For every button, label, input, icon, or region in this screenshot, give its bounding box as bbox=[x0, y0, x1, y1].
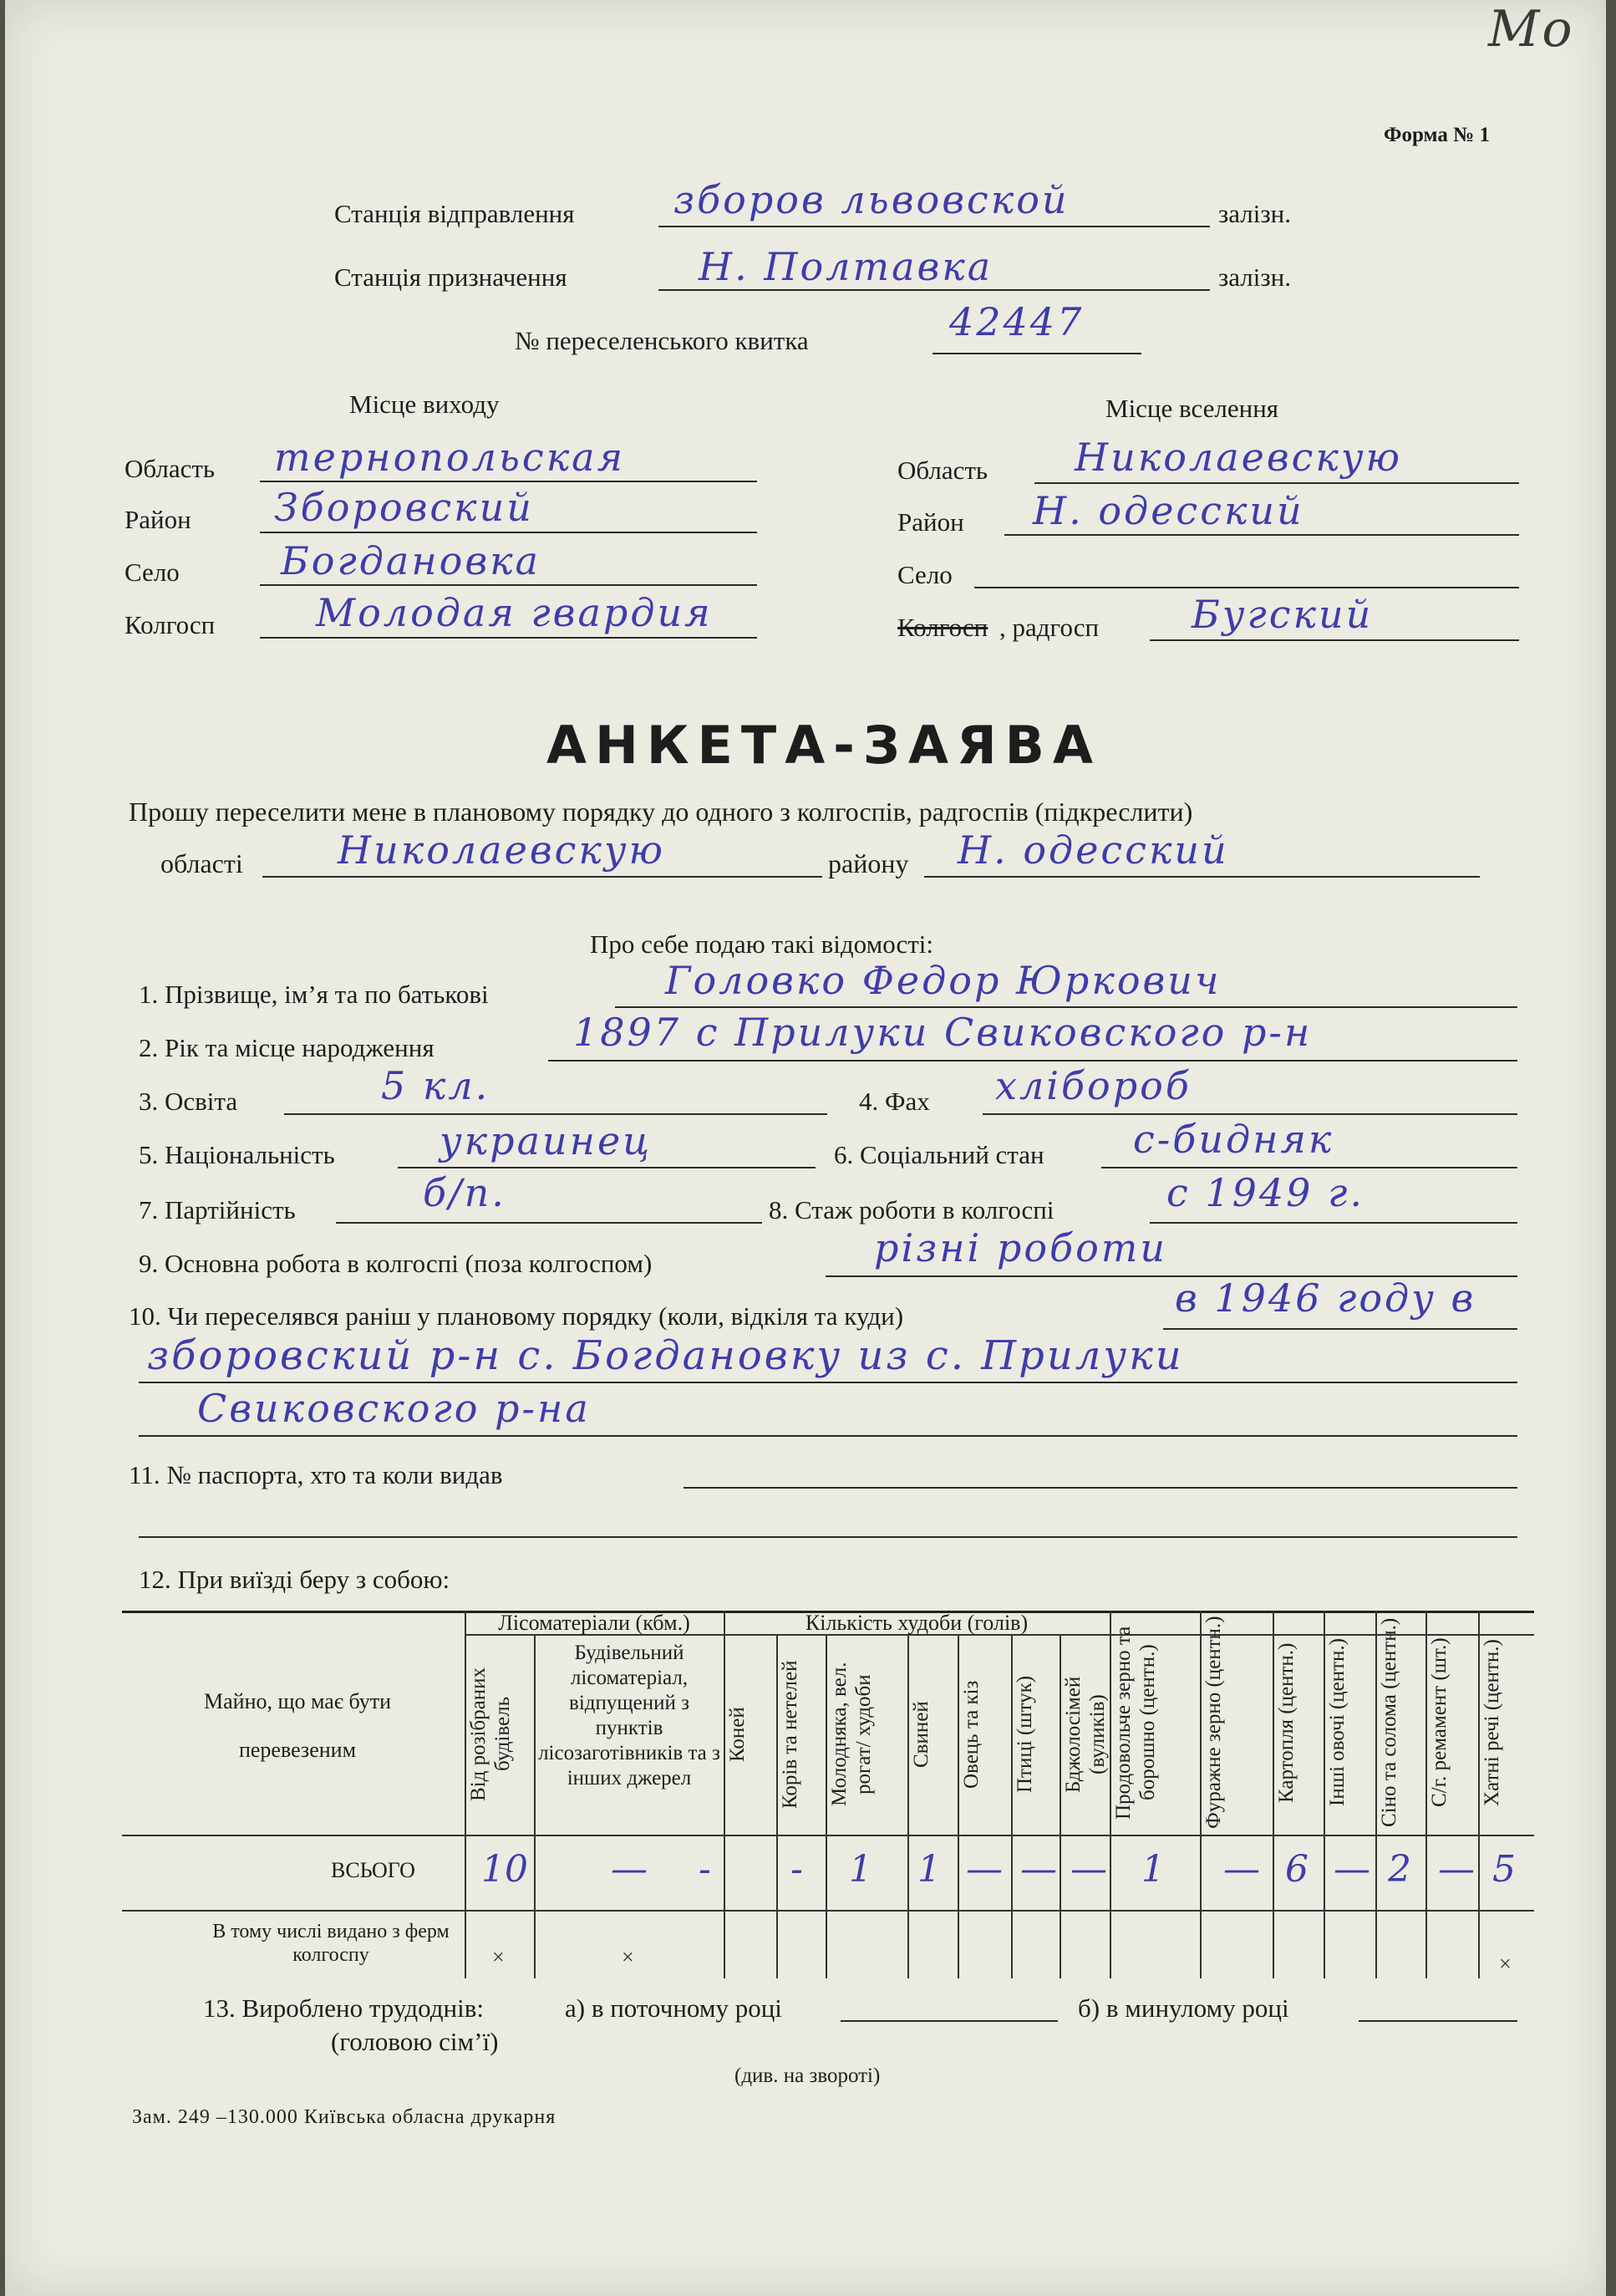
origin-kolhosp-value: Молодая гвардия bbox=[316, 590, 713, 635]
item7-value: б/п. bbox=[423, 1170, 506, 1215]
col-poultry: Птиці (штук) bbox=[1014, 1675, 1036, 1794]
total-dismantled: 10 bbox=[481, 1848, 528, 1891]
origin-selo-line bbox=[260, 584, 757, 586]
item10-line-2 bbox=[139, 1382, 1517, 1383]
item2-value: 1897 с Прилуки Свиковского р-н bbox=[573, 1010, 1313, 1055]
col-property-header: Майно, що має бути перевезеним bbox=[204, 1689, 391, 1762]
request-raion-label: району bbox=[828, 848, 909, 878]
dest-oblast-label: Область bbox=[897, 456, 988, 485]
item9-label: 9. Основна робота в колгоспі (поза колгоспом) bbox=[139, 1249, 653, 1278]
workdays-label: 13. Вироблено трудоднів: bbox=[203, 1993, 485, 2023]
origin-raion-line bbox=[260, 532, 757, 533]
request-oblast-value: Николаевскую bbox=[338, 827, 666, 873]
item8-value: с 1949 г. bbox=[1166, 1170, 1364, 1215]
info-heading: Про себе подаю такі відомості: bbox=[590, 929, 934, 959]
item10-line-3 bbox=[139, 1435, 1517, 1437]
total-building-lumber: — bbox=[611, 1848, 648, 1891]
livestock-group-header: Кількість худоби (голів) bbox=[805, 1611, 1029, 1635]
request-raion-value: Н. одесский bbox=[958, 827, 1229, 873]
col-hay-straw: Сіно та солома (центн.) bbox=[1378, 1617, 1400, 1828]
form-number: Форма № 1 bbox=[1384, 124, 1490, 146]
item5-label: 5. Національність bbox=[139, 1140, 335, 1169]
total-farm-tools: — bbox=[1438, 1848, 1475, 1891]
origin-kolhosp-label: Колгосп bbox=[125, 610, 216, 639]
dest-oblast-line bbox=[1034, 482, 1519, 484]
total-poultry: — bbox=[1020, 1848, 1057, 1891]
request-oblast-label: області bbox=[160, 848, 243, 878]
workdays-current-label: а) в поточному році bbox=[565, 1993, 782, 2023]
dest-selo-label: Село bbox=[897, 560, 953, 589]
departure-railway-suffix: залізн. bbox=[1218, 199, 1291, 228]
printer-imprint: Зам. 249 –130.000 Київська обласна друкарня bbox=[132, 2106, 556, 2128]
origin-oblast-label: Область bbox=[125, 454, 216, 483]
item4-line bbox=[983, 1113, 1517, 1115]
col-pigs: Свиней bbox=[910, 1701, 933, 1768]
dest-radhosp-value: Бугский bbox=[1192, 592, 1374, 637]
item1-label: 1. Прізвище, ім’я та по батькові bbox=[139, 980, 489, 1009]
item1-line bbox=[615, 1006, 1517, 1008]
item1-value: Головко Федор Юркович bbox=[665, 958, 1222, 1003]
property-table bbox=[122, 1611, 1534, 1999]
origin-heading: Місце виходу bbox=[349, 389, 500, 419]
ticket-number: 42447 bbox=[949, 299, 1085, 344]
item7-label: 7. Партійність bbox=[139, 1195, 296, 1224]
col-dismantled: Від розібраних будівель bbox=[467, 1667, 514, 1801]
item8-label: 8. Стаж роботи в колгоспі bbox=[769, 1195, 1054, 1224]
destination-station-value: Н. Полтавка bbox=[699, 244, 993, 289]
see-reverse-note: (див. на звороті) bbox=[734, 2064, 881, 2087]
item6-label: 6. Соціальний стан bbox=[834, 1140, 1044, 1169]
total-forage-grain: — bbox=[1223, 1848, 1260, 1891]
row-farm-label: В тому числі видано з ферм колгоспу bbox=[212, 1921, 450, 1966]
col-cows: Корів та нетелей bbox=[779, 1660, 801, 1809]
total-hay-straw: 2 bbox=[1388, 1848, 1411, 1891]
workdays-current-line bbox=[841, 2020, 1058, 2022]
farm-mark-lumber: × bbox=[622, 1945, 634, 1969]
item3-value: 5 кл. bbox=[381, 1063, 490, 1108]
item10-value-3: Свиковского р-на bbox=[197, 1386, 591, 1431]
col-potatoes: Картопля (центн.) bbox=[1275, 1642, 1298, 1803]
workdays-previous-label: б) в минулому році bbox=[1078, 1993, 1289, 2023]
total-potatoes: 6 bbox=[1285, 1848, 1309, 1891]
item3-label: 3. Освіта bbox=[139, 1087, 238, 1116]
corner-note: Мо bbox=[1488, 0, 1575, 59]
item12-label: 12. При виїзді беру з собою: bbox=[139, 1565, 450, 1594]
dest-raion-label: Район bbox=[897, 507, 964, 537]
dest-raion-line bbox=[1004, 534, 1519, 536]
item9-value: різні роботи bbox=[874, 1225, 1168, 1270]
col-young-cattle: Молодняка, вел. рогат/ худоби bbox=[828, 1662, 875, 1807]
table-hline bbox=[122, 1835, 1534, 1836]
workdays-sub: (головою сім’ї) bbox=[331, 2027, 499, 2056]
item11-line-1 bbox=[683, 1487, 1517, 1489]
item5-line bbox=[398, 1167, 816, 1168]
dest-kolhosp-struck: Колгосп bbox=[897, 613, 988, 642]
col-building-lumber: Будівельний лісоматеріал, відпущений з пунктів лісозаготівників та з інших джерел bbox=[538, 1642, 720, 1789]
table-hline bbox=[122, 1910, 1534, 1912]
total-food-grain: 1 bbox=[1141, 1848, 1165, 1891]
workdays-previous-line bbox=[1359, 2020, 1517, 2022]
origin-oblast-line bbox=[260, 481, 757, 482]
col-household-goods: Хатні речі (центн.) bbox=[1481, 1639, 1503, 1806]
item4-label: 4. Фах bbox=[859, 1087, 930, 1116]
item10-line-1 bbox=[1163, 1328, 1517, 1330]
destination-station-label: Станція призначення bbox=[334, 262, 567, 292]
form-title: АНКЕТА-ЗАЯВА bbox=[546, 715, 1101, 776]
ticket-label: № переселенського квитка bbox=[515, 326, 809, 355]
farm-mark-household: × bbox=[1499, 1952, 1512, 1976]
col-forage-grain: Фуражне зерно (центн.) bbox=[1202, 1616, 1225, 1830]
item6-line bbox=[1101, 1167, 1517, 1168]
item2-line bbox=[548, 1060, 1517, 1061]
request-oblast-line bbox=[262, 876, 822, 878]
dest-radhosp-line bbox=[1150, 639, 1519, 641]
form-sheet bbox=[5, 0, 1606, 2296]
col-horses: Коней bbox=[726, 1707, 749, 1762]
destination-railway-suffix: залізн. bbox=[1218, 262, 1291, 292]
col-beehives: Бджолосімей (вуликів) bbox=[1062, 1676, 1109, 1793]
item10-value-2: зборовский р-н с. Богдановку из с. Прилуки bbox=[147, 1332, 1184, 1379]
item3-line bbox=[284, 1113, 827, 1115]
item2-label: 2. Рік та місце народження bbox=[139, 1033, 434, 1062]
total-young-cattle: 1 bbox=[849, 1848, 872, 1891]
item10-label: 10. Чи переселявся раніш у плановому порядку (коли, відкіля та куди) bbox=[129, 1301, 904, 1331]
departure-station-label: Станція відправлення bbox=[334, 199, 575, 228]
item11-line-2 bbox=[139, 1536, 1517, 1538]
item11-label: 11. № паспорта, хто та коли видав bbox=[129, 1460, 503, 1489]
row-total-label: ВСЬОГО bbox=[331, 1858, 415, 1882]
total-sheep-goats: — bbox=[966, 1848, 1003, 1891]
item5-value: украинец bbox=[440, 1118, 653, 1163]
col-food-grain: Продовольче зерно та борошно (центн.) bbox=[1112, 1626, 1159, 1820]
dest-selo-line bbox=[974, 587, 1519, 588]
total-pigs: 1 bbox=[917, 1848, 941, 1891]
col-farm-tools: С/г. ремамент (шт.) bbox=[1428, 1637, 1451, 1808]
col-other-vegetables: Інші овочі (центн.) bbox=[1326, 1638, 1349, 1807]
total-beehives: — bbox=[1070, 1848, 1107, 1891]
origin-selo-value: Богдановка bbox=[281, 538, 541, 583]
destination-heading: Місце вселення bbox=[1105, 394, 1279, 423]
ticket-line bbox=[933, 353, 1141, 354]
item4-value: хлібороб bbox=[995, 1063, 1192, 1108]
item8-line bbox=[1150, 1222, 1517, 1224]
total-cows: - bbox=[790, 1848, 803, 1891]
dest-radhosp-label: , радгосп bbox=[999, 613, 1100, 642]
total-other-vegetables: — bbox=[1334, 1848, 1370, 1891]
request-raion-line bbox=[924, 876, 1480, 878]
col-sheep-goats: Овець та кіз bbox=[960, 1680, 983, 1789]
destination-station-line bbox=[658, 289, 1210, 291]
origin-selo-label: Село bbox=[125, 557, 180, 587]
departure-station-value: зборов львовской bbox=[673, 177, 1070, 222]
request-text: Прошу переселити мене в плановому порядку до одного з колгоспів, радгоспів (підкреслити) bbox=[129, 797, 1193, 827]
total-household-goods: 5 bbox=[1492, 1848, 1516, 1891]
origin-oblast-value: тернопольская bbox=[274, 435, 626, 480]
lumber-group-header: Лісоматеріали (кбм.) bbox=[498, 1611, 690, 1635]
origin-kolhosp-line bbox=[260, 637, 757, 639]
item10-value-1: в 1946 году в bbox=[1175, 1275, 1476, 1321]
dest-oblast-value: Николаевскую bbox=[1075, 435, 1403, 480]
origin-raion-label: Район bbox=[125, 505, 191, 534]
table-vline bbox=[534, 1634, 536, 1978]
item7-line bbox=[336, 1222, 762, 1224]
total-horses: - bbox=[699, 1848, 711, 1891]
departure-station-line bbox=[658, 226, 1210, 227]
origin-raion-value: Зборовский bbox=[274, 485, 534, 530]
dest-raion-value: Н. одесский bbox=[1033, 488, 1304, 533]
item6-value: с-бидняк bbox=[1133, 1117, 1334, 1162]
farm-mark-dismantled: × bbox=[492, 1945, 505, 1969]
